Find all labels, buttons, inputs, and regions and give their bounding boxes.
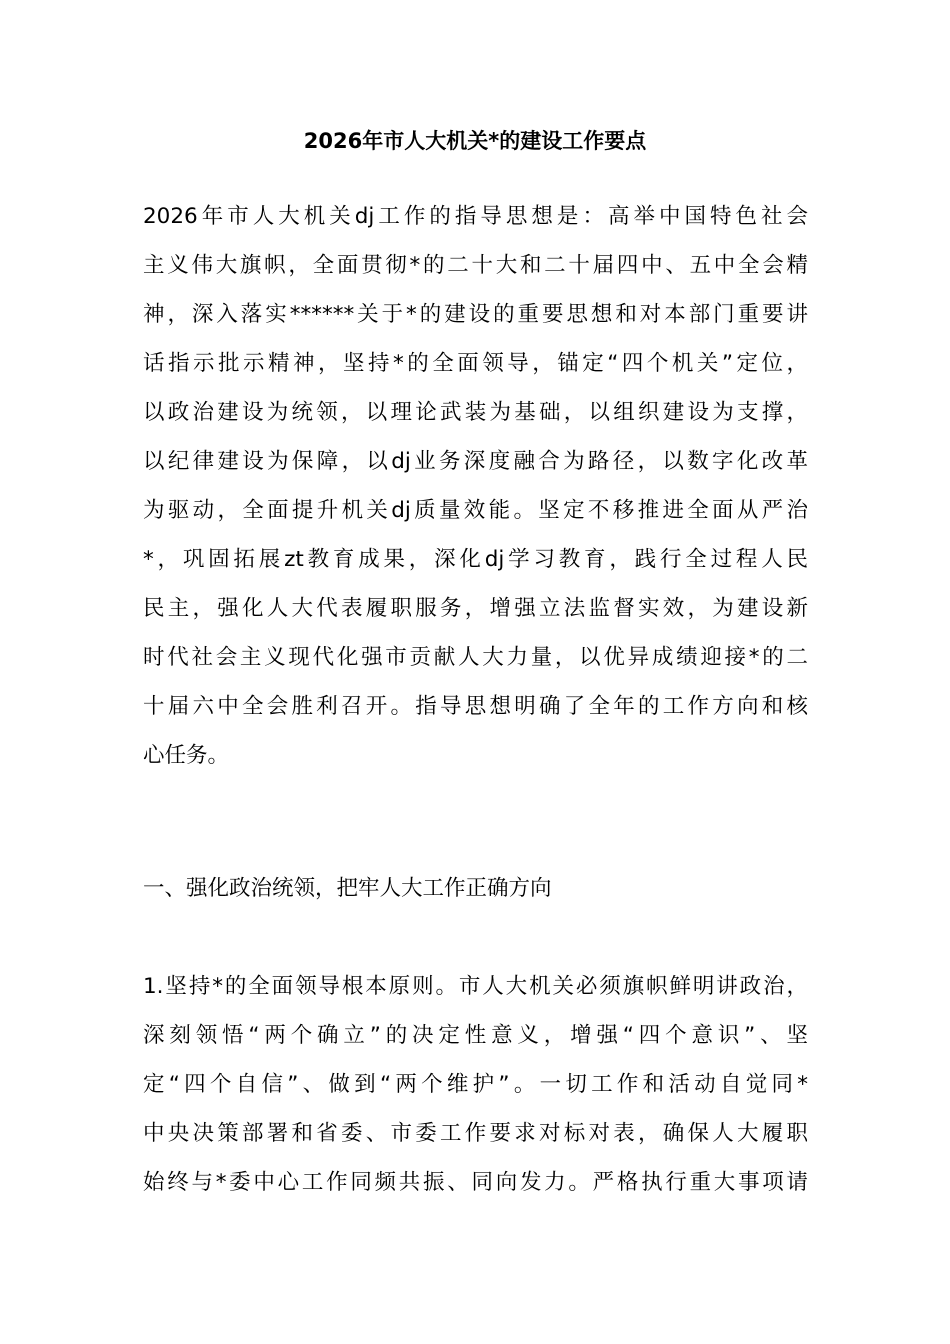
section-heading-text: 一、强化政治统领，把牢人大工作正确方向 — [143, 876, 552, 901]
paragraph-line: 时代社会主义现代化强市贡献人大力量，以优异成绩迎接*的二 — [143, 645, 808, 670]
paragraph-line: 深刻领悟“两个确立”的决定性意义，增强“四个意识”、坚 — [143, 1023, 808, 1048]
document-title: 2026年市人大机关*的建设工作要点 — [303, 129, 647, 153]
paragraph-line: 十届六中全会胜利召开。指导思想明确了全年的工作方向和核 — [143, 694, 808, 719]
paragraph-line: *，巩固拓展zt教育成果，深化dj学习教育，践行全过程人民 — [143, 547, 808, 572]
paragraph-line: 1.坚持*的全面领导根本原则。市人大机关必须旗帜鲜明讲政治， — [143, 974, 808, 999]
paragraph-line: 神，深入落实******关于*的建设的重要思想和对本部门重要讲 — [143, 302, 808, 327]
paragraph-line: 2026年市人大机关dj工作的指导思想是：高举中国特色社会 — [143, 204, 808, 229]
paragraph-line: 心任务。 — [143, 743, 230, 768]
section-heading — [143, 864, 808, 913]
section-item-paragraph — [143, 962, 808, 1207]
paragraph-line: 定“四个自信”、做到“两个维护”。一切工作和活动自觉同* — [143, 1072, 808, 1097]
paragraph-line: 中央决策部署和省委、市委工作要求对标对表，确保人大履职 — [143, 1121, 808, 1146]
paragraph-line: 以政治建设为统领，以理论武装为基础，以组织建设为支撑， — [143, 400, 808, 425]
paragraph-line: 民主，强化人大代表履职服务，增强立法监督实效，为建设新 — [143, 596, 808, 621]
paragraph-line: 始终与*委中心工作同频共振、同向发力。严格执行重大事项请 — [143, 1170, 808, 1195]
intro-paragraph — [143, 192, 808, 780]
paragraph-line: 以纪律建设为保障，以dj业务深度融合为路径，以数字化改革 — [143, 449, 808, 474]
paragraph-line: 主义伟大旗帜，全面贯彻*的二十大和二十届四中、五中全会精 — [143, 253, 808, 278]
paragraph-line: 话指示批示精神，坚持*的全面领导，锚定“四个机关”定位， — [143, 351, 808, 376]
paragraph-line: 为驱动，全面提升机关dj质量效能。坚定不移推进全面从严治 — [143, 498, 808, 523]
